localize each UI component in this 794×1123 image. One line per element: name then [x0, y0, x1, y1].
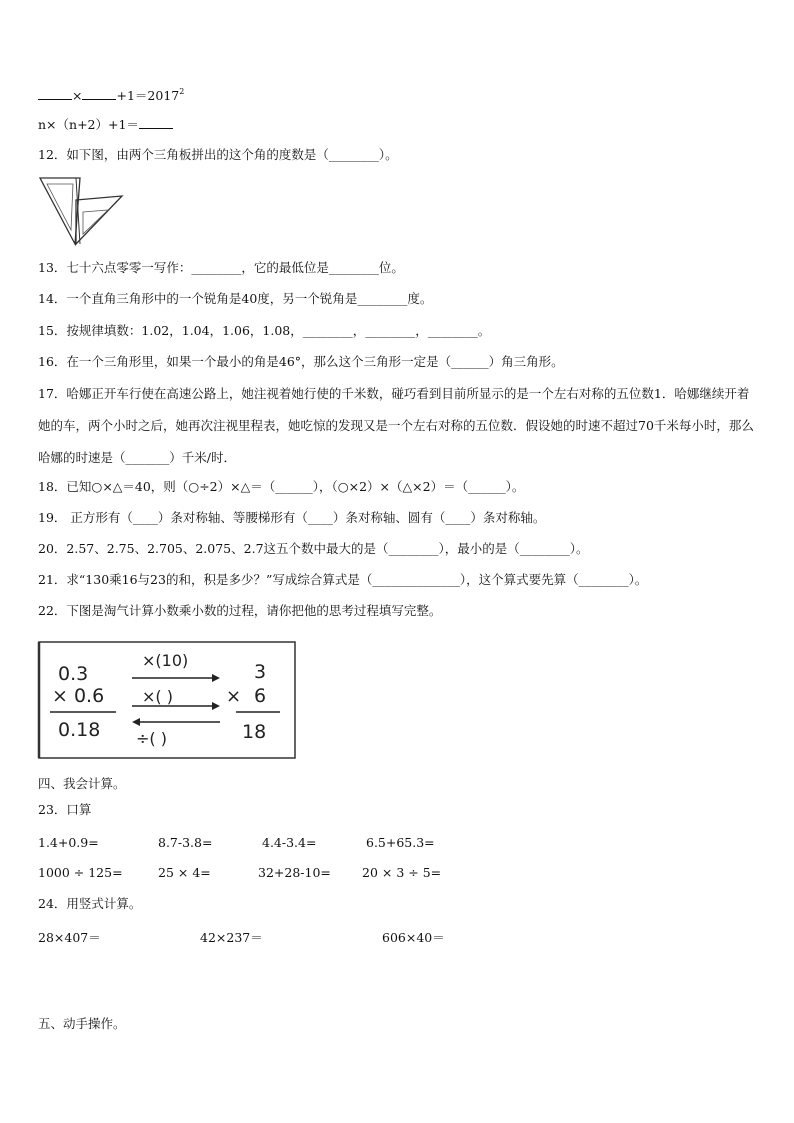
section-5-title: 五、动手操作。 [38, 1016, 126, 1031]
question-19: 19． 正方形有（____）条对称轴、等腰梯形有（____）条对称轴、圆有（____）条对称轴。 [38, 510, 546, 525]
decimal-multiplication-figure [36, 638, 298, 762]
vertical-calc-item: 606×40＝ [382, 930, 445, 945]
section-4-title: 四、我会计算。 [38, 776, 126, 791]
vertical-calc-item: 28×407＝ [38, 930, 101, 945]
oral-calc-item: 32+28-10= [258, 865, 331, 880]
arrow3-head [132, 718, 140, 726]
question-22: 22．下图是淘气计算小数乘小数的过程，请你把他的思考过程填写完整。 [38, 603, 442, 618]
left-top-number: 0.3 [58, 663, 89, 685]
left-result: 0.18 [58, 719, 101, 741]
q11-expression: n×（n+2）+1＝ [38, 117, 139, 132]
q11-superscript: 2 [179, 87, 185, 96]
question-15: 15．按规律填数：1.02，1.04，1.06，1.08，________，________，________。 [38, 323, 491, 338]
q11-times: × [72, 88, 83, 103]
question-12: 12．如下图，由两个三角板拼出的这个角的度数是（________）。 [38, 147, 398, 162]
oral-calc-item: 6.5+65.3= [366, 835, 435, 850]
arrow1-label: ×(10) [142, 651, 189, 670]
oral-calc-item: 8.7-3.8= [158, 835, 213, 850]
right-top-number: 3 [254, 661, 267, 683]
q11-line-a [38, 84, 184, 104]
question-20: 20．2.57、2.75、2.705、2.075、2.7这五个数中最大的是（________），最小的是（________）。 [38, 541, 589, 556]
answer-blank [38, 87, 72, 100]
left-multiplier: × 0.6 [52, 685, 105, 707]
question-13: 13．七十六点零零一写作：________，它的最低位是________位。 [38, 260, 404, 275]
right-result: 18 [242, 721, 267, 743]
question-16: 16．在一个三角形里，如果一个最小的角是46°，那么这个三角形一定是（______）角三角形。 [38, 354, 564, 369]
right-multiplier: 6 [254, 685, 267, 707]
oral-calc-item: 4.4-3.4= [262, 835, 317, 850]
oral-calc-item: 20 × 3 ÷ 5= [362, 865, 442, 880]
question-14: 14．一个直角三角形中的一个锐角是40度，另一个锐角是________度。 [38, 291, 433, 306]
right-mult-sign: × [226, 686, 242, 707]
q11-rest: +1＝2017 [116, 88, 180, 103]
arrow3-label: ÷( ) [136, 729, 167, 748]
vertical-calc-item: 42×237＝ [200, 930, 263, 945]
triangle-rulers-figure [38, 176, 124, 248]
arrow2-head [212, 702, 220, 710]
arrow1-head [212, 674, 220, 682]
q11-line-b [38, 116, 173, 133]
oral-calc-item: 1.4+0.9= [38, 835, 99, 850]
question-24-title: 24．用竖式计算。 [38, 896, 142, 911]
question-23-title: 23．口算 [38, 802, 92, 817]
answer-blank [82, 87, 116, 100]
arrow2-label: ×( ) [142, 687, 173, 706]
question-21: 21．求“130乘16与23的和，积是多少？”写成综合算式是（______________），这个算式要先算（________）。 [38, 572, 648, 587]
oral-calc-item: 25 × 4= [158, 865, 211, 880]
question-18: 18．已知○×△＝40，则（○÷2）×△＝（______），（○×2）×（△×2）＝（______）。 [38, 479, 525, 494]
answer-blank [139, 116, 173, 129]
oral-calc-item: 1000 ÷ 125= [38, 865, 123, 880]
question-17: 17．哈娜正开车行使在高速公路上，她注视着她行使的千米数，碰巧看到目前所显示的是一个左右对称的五位数1．哈娜继续开着她的车，两个小时之后，她再次注视里程表，她吃惊的发现又是一个左右对称的五位数．假设她的时速不超过70千米每小时，那么哈娜的时速是（_______）千米/时． [38, 386, 754, 465]
